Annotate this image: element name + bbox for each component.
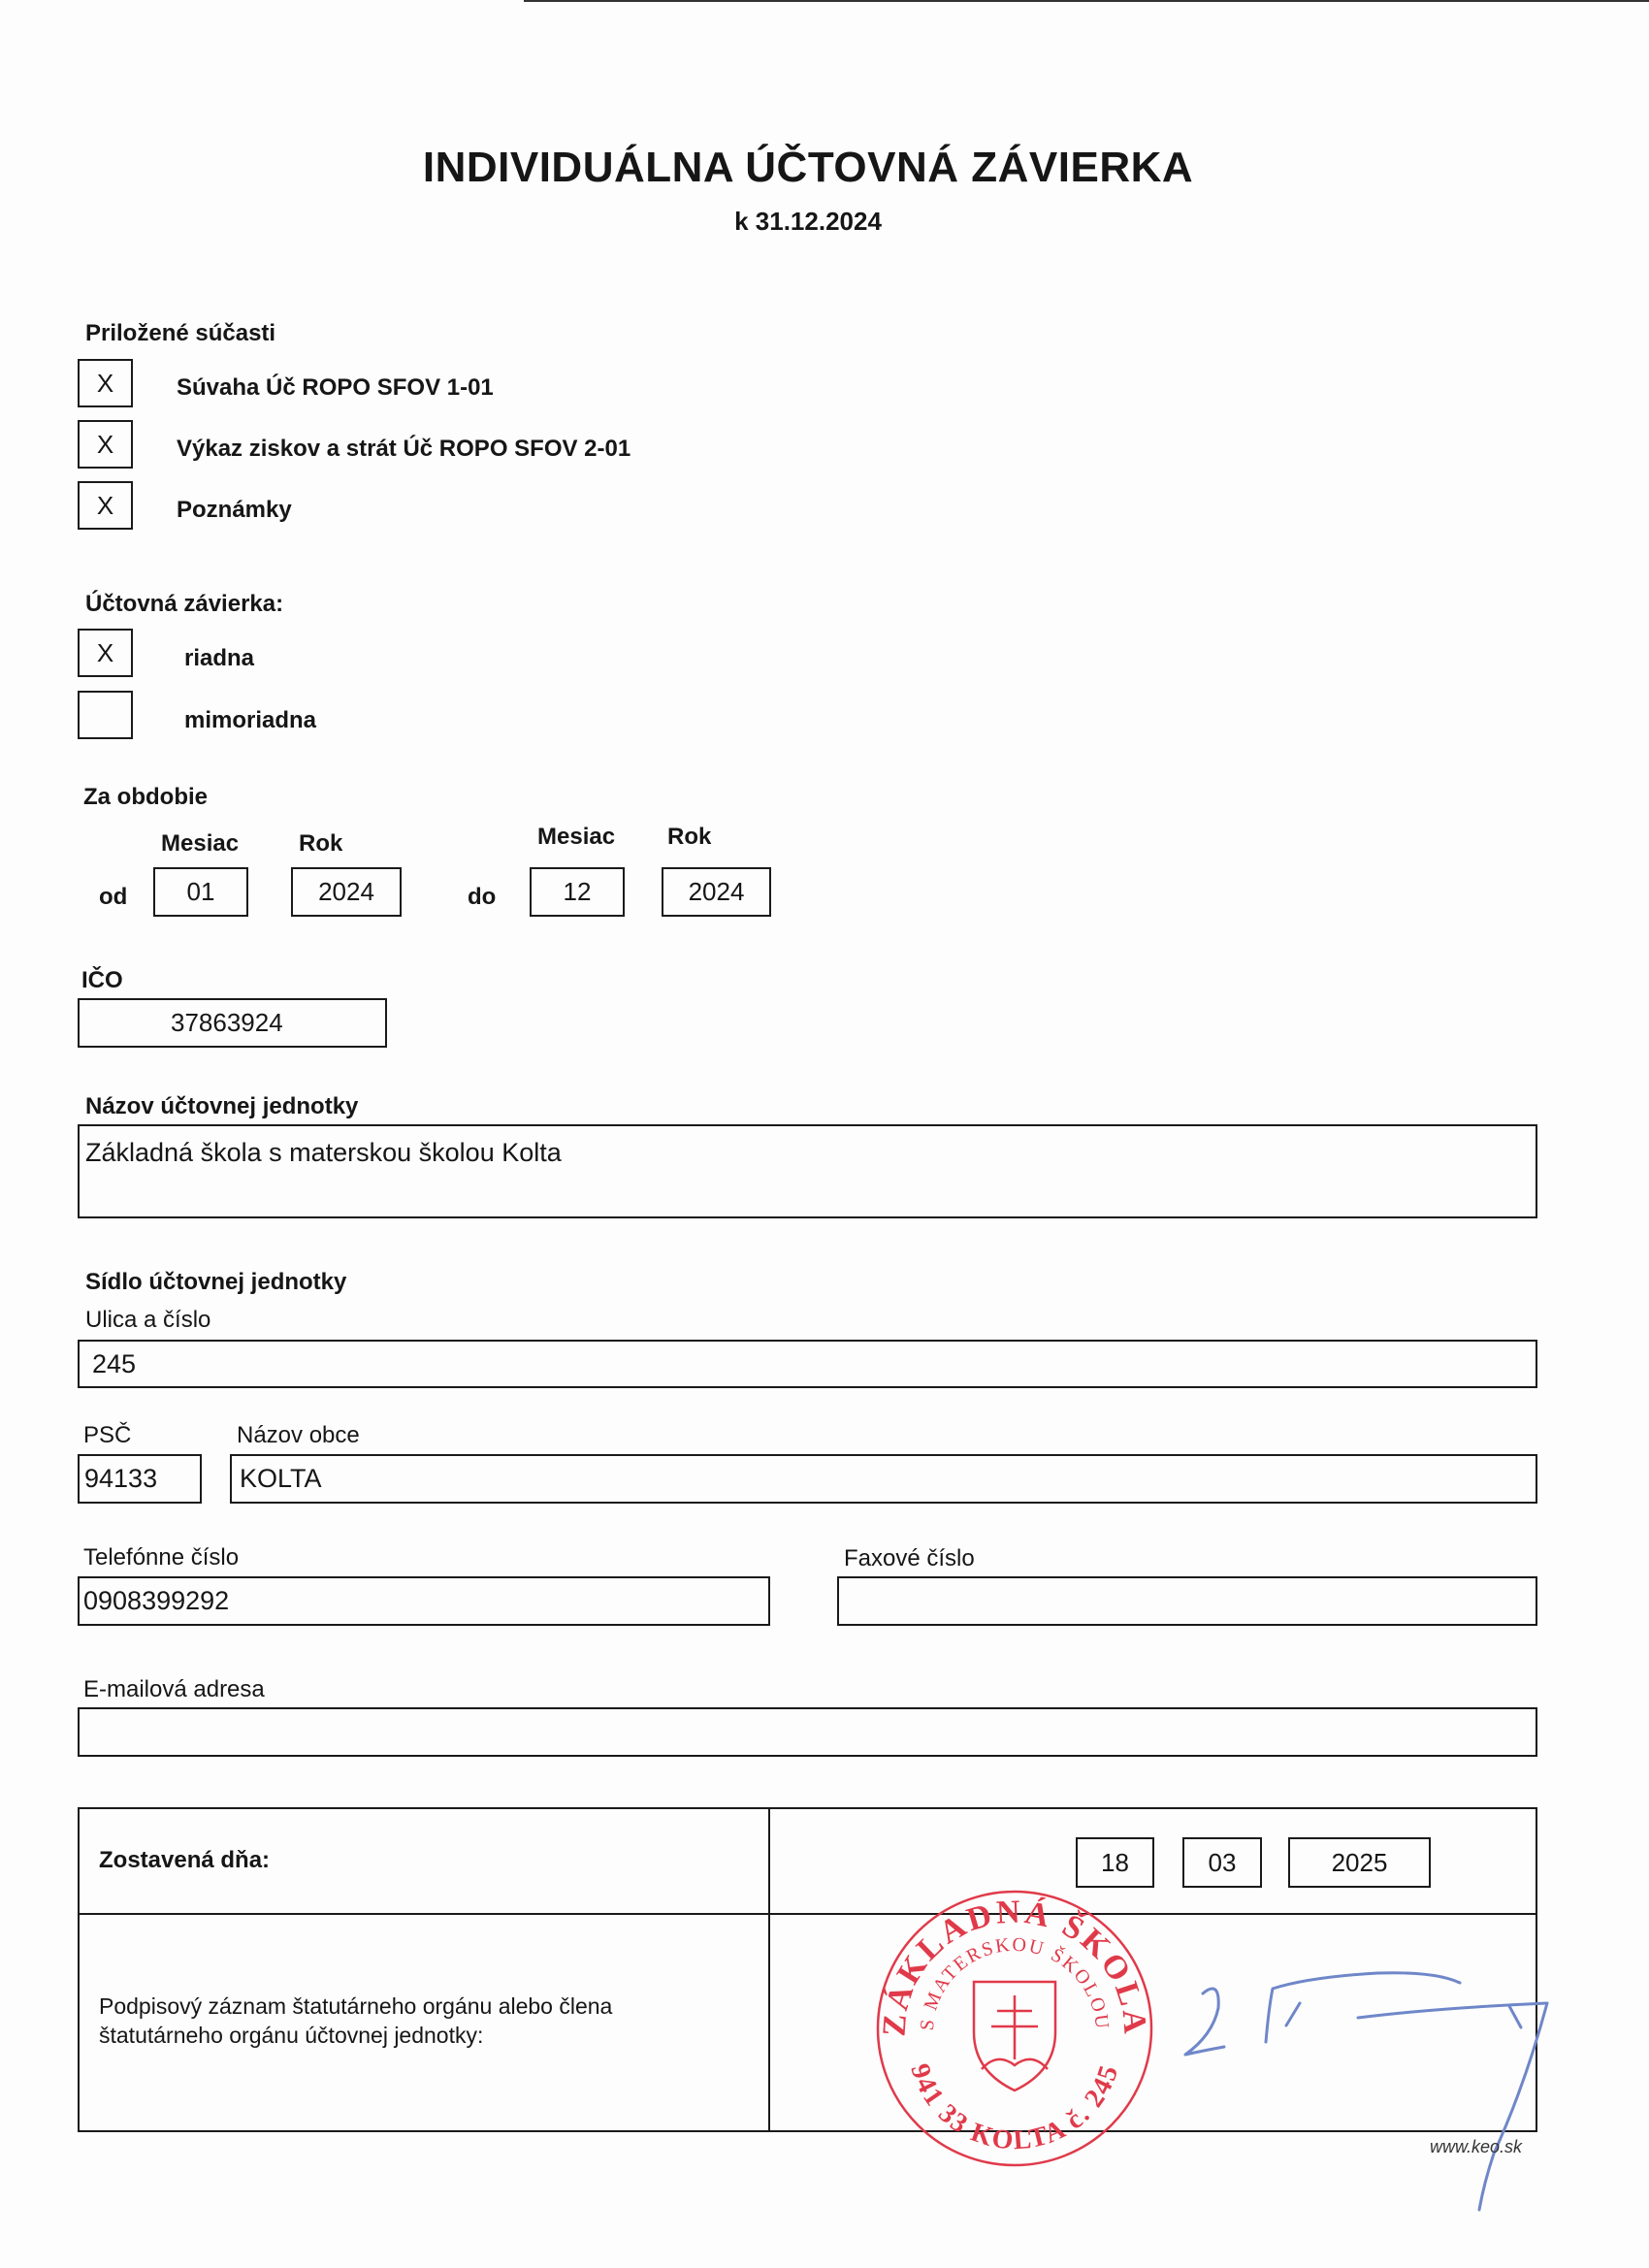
from-month-field[interactable]: 01 (153, 867, 248, 917)
to-year-header: Rok (667, 824, 712, 850)
compiled-month-field[interactable]: 03 (1182, 1837, 1262, 1888)
component-checkbox-income[interactable]: X (78, 420, 133, 469)
statement-type-label: Účtovná závierka: (85, 591, 284, 617)
compiled-year-field[interactable]: 2025 (1288, 1837, 1431, 1888)
to-label: do (468, 884, 497, 910)
from-month-header: Mesiac (161, 830, 240, 857)
ico-field[interactable]: 37863924 (78, 998, 387, 1048)
component-checkbox-notes[interactable]: X (78, 481, 133, 530)
signature-label (99, 1992, 612, 2050)
table-horizontal-divider (78, 1913, 1537, 1915)
phone-field[interactable]: 0908399292 (78, 1576, 770, 1626)
email-label: E-mailová adresa (83, 1676, 265, 1702)
document-title: INDIVIDUÁLNA ÚČTOVNÁ ZÁVIERKA (422, 144, 1194, 191)
stamp-inner-text: S MATERSKOU ŠKOLOU (916, 1933, 1114, 2032)
stamp-top-text: ZÁKLADNÁ ŠKOLA (876, 1894, 1153, 2038)
phone-label: Telefónne číslo (83, 1544, 240, 1571)
street-label: Ulica a číslo (85, 1307, 211, 1333)
psc-label: PSČ (83, 1422, 132, 1448)
table-vertical-divider (768, 1807, 770, 2132)
city-label: Názov obce (237, 1422, 360, 1448)
compiled-day-field[interactable]: 18 (1076, 1837, 1154, 1888)
entity-name-value: Základná škola s materskou školou Kolta (85, 1138, 562, 1167)
extraordinary-label: mimoriadna (184, 707, 317, 733)
stamp-bottom-text: 941 33 KOLTA č. 245 (904, 2059, 1125, 2156)
document-date: k 31.12.2024 (734, 207, 882, 236)
street-field[interactable]: 245 (78, 1340, 1537, 1388)
component-checkbox-balance[interactable]: X (78, 359, 133, 407)
entity-name-label: Názov účtovnej jednotky (85, 1093, 359, 1119)
psc-field[interactable]: 94133 (78, 1454, 202, 1504)
to-month-header: Mesiac (537, 824, 616, 850)
signature-label-line2: štatutárneho orgánu účtovnej jednotky: (99, 2023, 484, 2048)
component-label-income: Výkaz ziskov a strát Úč ROPO SFOV 2-01 (177, 436, 631, 462)
to-year-field[interactable]: 2024 (662, 867, 771, 917)
period-label: Za obdobie (83, 784, 208, 810)
footer-website: www.keo.sk (1430, 2137, 1523, 2156)
fax-label: Faxové číslo (844, 1545, 975, 1571)
extraordinary-checkbox[interactable] (78, 691, 133, 739)
school-stamp (873, 1887, 1156, 2170)
scan-top-edge (524, 0, 1649, 2)
slovak-coat-of-arms-icon (974, 1982, 1055, 2090)
entity-name-field[interactable] (78, 1124, 1537, 1218)
fax-field[interactable] (837, 1576, 1537, 1626)
component-label-balance: Súvaha Úč ROPO SFOV 1-01 (177, 374, 494, 401)
compiled-label: Zostavená dňa: (99, 1847, 271, 1873)
regular-checkbox[interactable]: X (78, 629, 133, 677)
to-month-field[interactable]: 12 (530, 867, 625, 917)
components-label: Priložené súčasti (85, 320, 276, 346)
ico-label: IČO (81, 967, 123, 993)
address-label: Sídlo účtovnej jednotky (85, 1269, 347, 1295)
handwritten-signature (1164, 1950, 1562, 2231)
from-year-field[interactable]: 2024 (291, 867, 402, 917)
email-field[interactable] (78, 1707, 1537, 1757)
from-label: od (99, 884, 128, 910)
from-year-header: Rok (299, 830, 343, 857)
component-label-notes: Poznámky (177, 497, 292, 523)
signature-label-line1: Podpisový záznam štatutárneho orgánu alebo člena (99, 1993, 613, 2019)
regular-label: riadna (184, 645, 255, 671)
city-field[interactable]: KOLTA (230, 1454, 1537, 1504)
